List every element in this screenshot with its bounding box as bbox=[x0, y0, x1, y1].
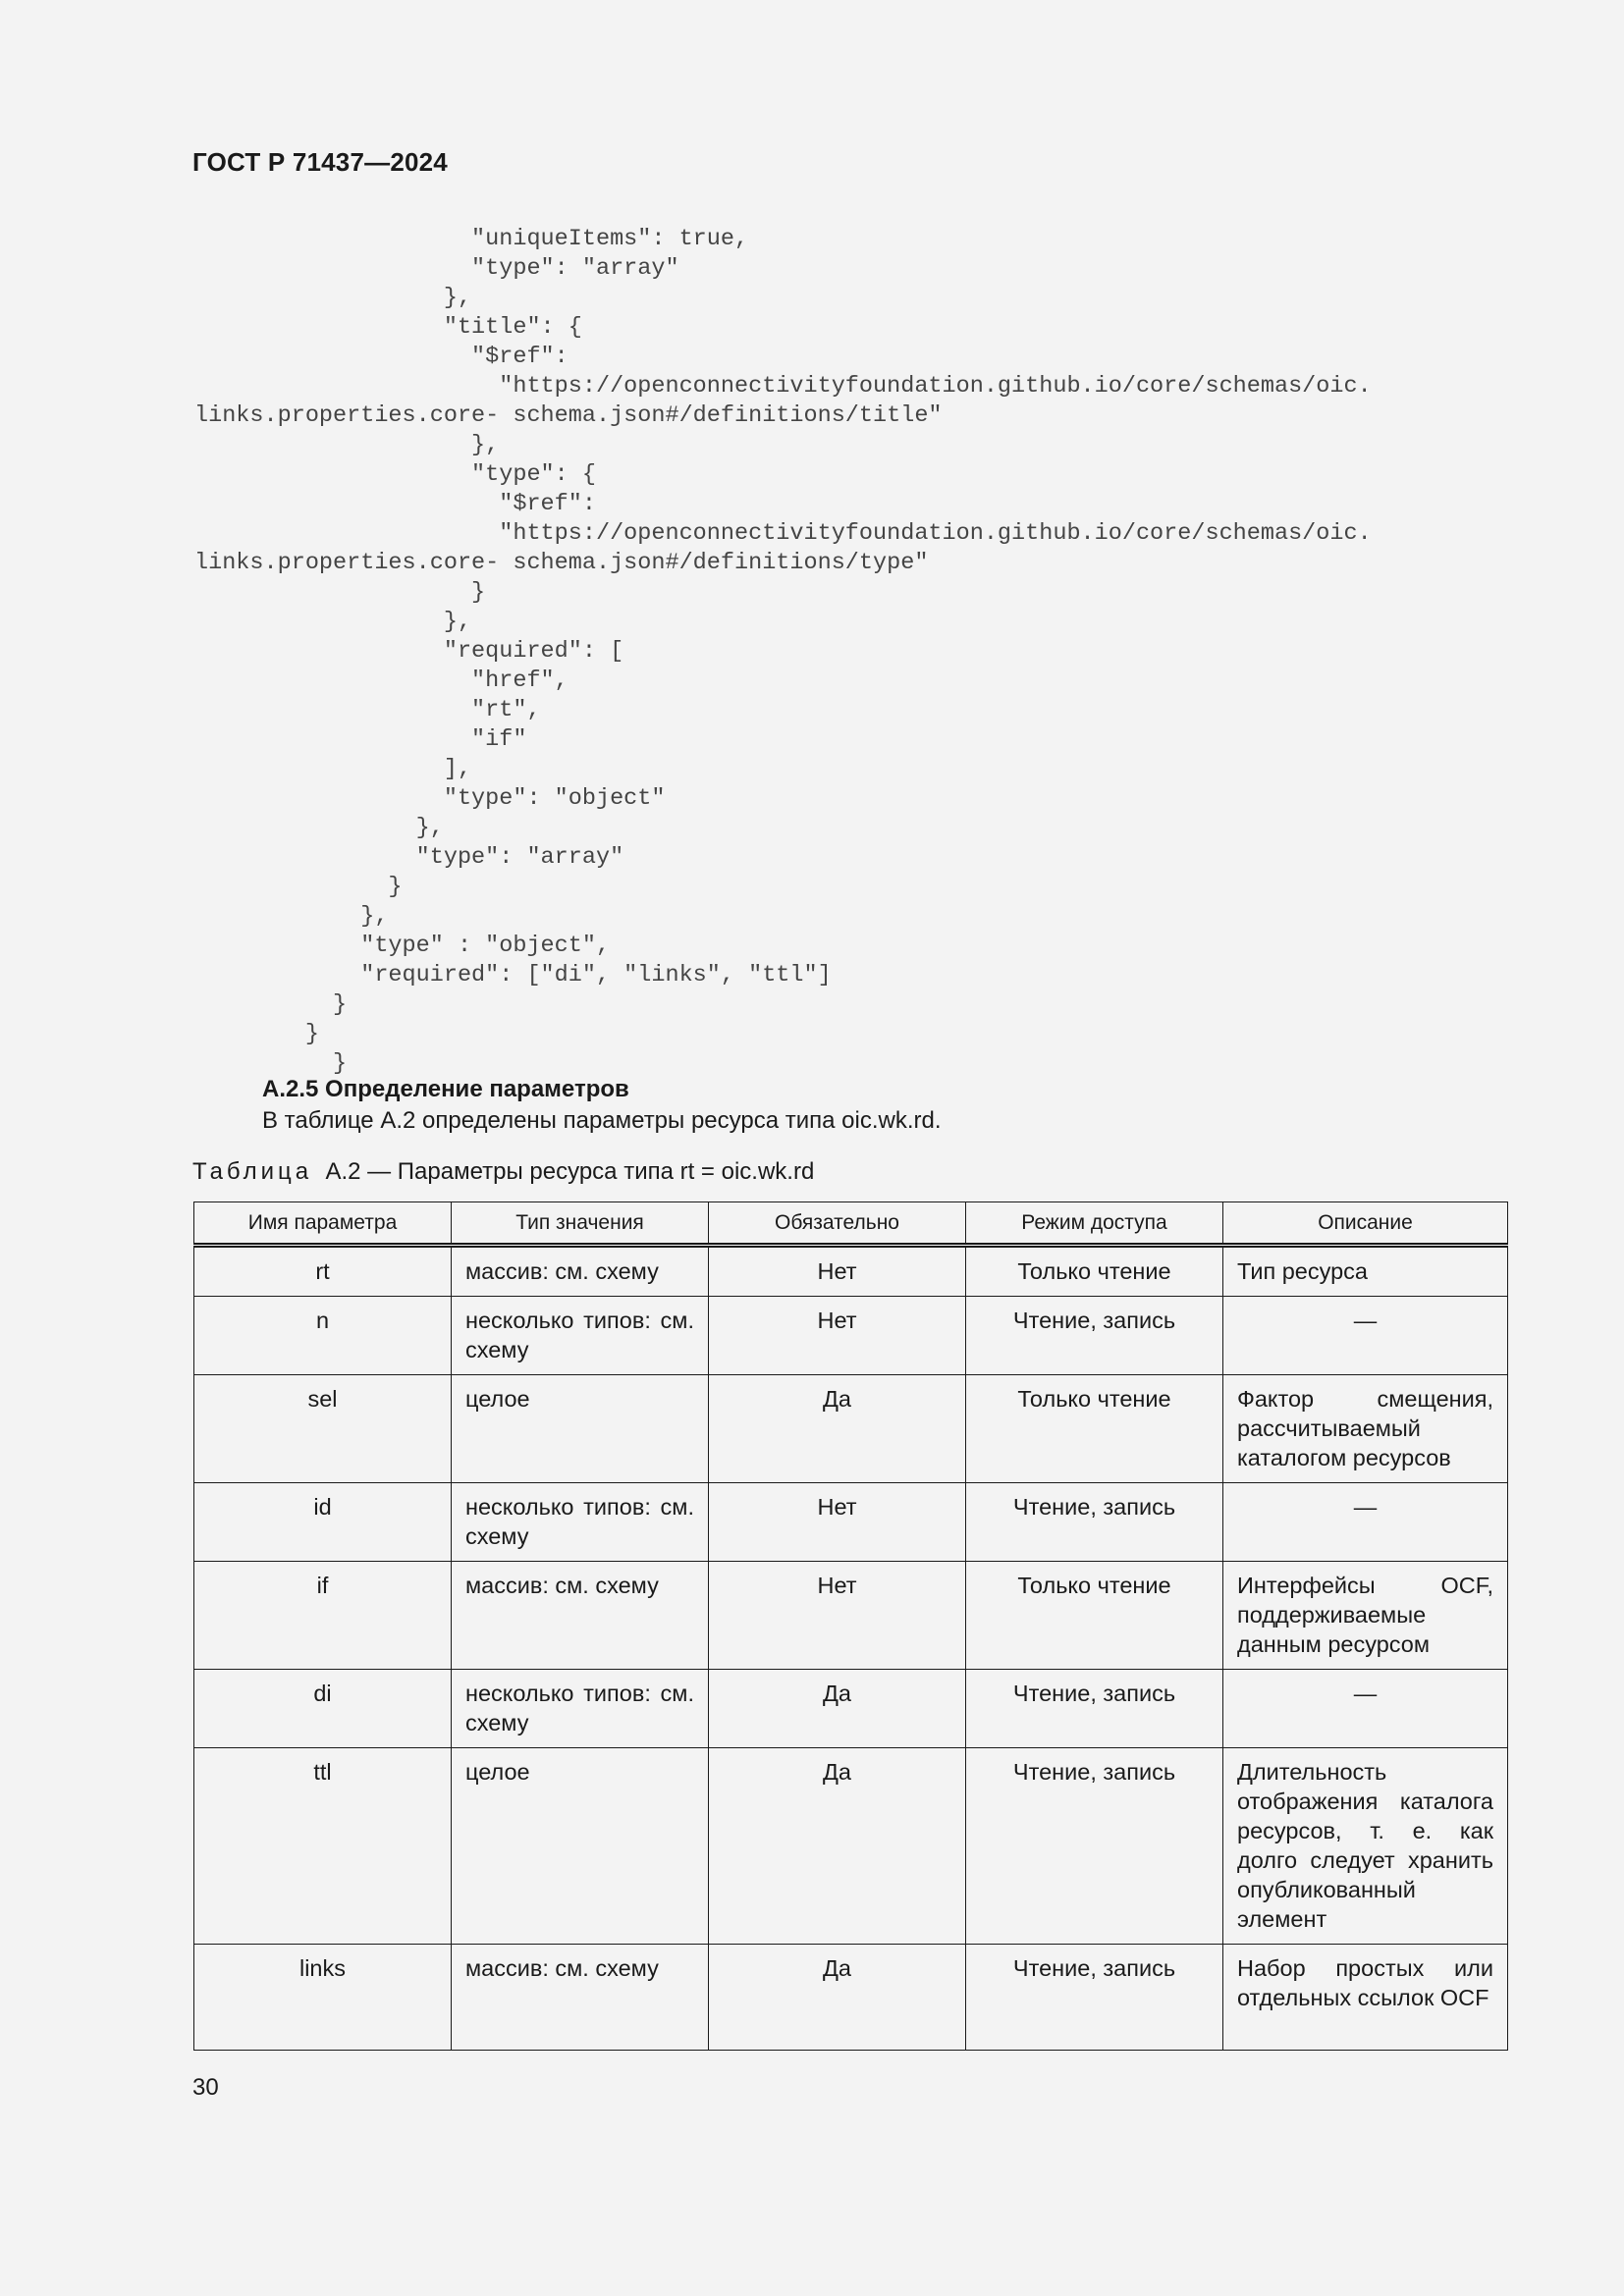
table-row bbox=[194, 1945, 1508, 2051]
code-line: }, bbox=[194, 609, 472, 635]
access-mode-cell: Чтение, запись bbox=[966, 1670, 1223, 1748]
description-cell: — bbox=[1223, 1670, 1508, 1748]
code-line: } bbox=[194, 579, 486, 606]
value-type-cell: массив: см. схему bbox=[452, 1945, 709, 2051]
code-line: "rt", bbox=[194, 697, 541, 723]
table-row bbox=[194, 1297, 1508, 1375]
description-cell: Длительность отображения каталога ресурсов, т. е. как долго следует хранить опубликованный элемент bbox=[1223, 1748, 1508, 1945]
json-schema-code-block bbox=[194, 225, 1372, 1079]
code-line: "type": "object" bbox=[194, 785, 666, 812]
code-line: "required": ["di", "links", "ttl"] bbox=[194, 962, 832, 988]
code-line: }, bbox=[194, 432, 500, 458]
required-cell: Да bbox=[709, 1375, 966, 1483]
description-cell: — bbox=[1223, 1483, 1508, 1562]
code-line: "required": [ bbox=[194, 638, 624, 665]
column-header: Тип значения bbox=[452, 1202, 709, 1246]
code-line: ], bbox=[194, 756, 472, 782]
table-row bbox=[194, 1246, 1508, 1297]
value-type-cell: целое bbox=[452, 1748, 709, 1945]
table-header-row bbox=[194, 1202, 1508, 1246]
required-cell: Нет bbox=[709, 1483, 966, 1562]
table-caption bbox=[192, 1158, 814, 1186]
parameter-name-cell: rt bbox=[194, 1246, 452, 1297]
table-row bbox=[194, 1375, 1508, 1483]
value-type-cell: массив: см. схему bbox=[452, 1246, 709, 1297]
page-number: 30 bbox=[192, 2074, 219, 2101]
parameter-name-cell: links bbox=[194, 1945, 452, 2051]
code-line: "if" bbox=[194, 726, 527, 753]
code-line: "type" : "object", bbox=[194, 933, 611, 959]
table-row bbox=[194, 1670, 1508, 1748]
table-caption-text: А.2 — Параметры ресурса типа rt = oic.wk.rd bbox=[312, 1158, 815, 1185]
column-header: Режим доступа bbox=[966, 1202, 1223, 1246]
table-row bbox=[194, 1562, 1508, 1670]
access-mode-cell: Чтение, запись bbox=[966, 1483, 1223, 1562]
document-header: ГОСТ Р 71437—2024 bbox=[192, 147, 448, 177]
table-body bbox=[194, 1246, 1508, 2051]
column-header: Описание bbox=[1223, 1202, 1508, 1246]
code-line: } bbox=[194, 1021, 319, 1047]
required-cell: Нет bbox=[709, 1297, 966, 1375]
column-header: Имя параметра bbox=[194, 1202, 452, 1246]
parameter-name-cell: di bbox=[194, 1670, 452, 1748]
code-line: "href", bbox=[194, 667, 568, 694]
value-type-cell: целое bbox=[452, 1375, 709, 1483]
access-mode-cell: Только чтение bbox=[966, 1246, 1223, 1297]
required-cell: Нет bbox=[709, 1562, 966, 1670]
code-line: links.properties.core- schema.json#/definitions/title" bbox=[194, 402, 943, 429]
code-line: "type": "array" bbox=[194, 255, 679, 282]
access-mode-cell: Чтение, запись bbox=[966, 1945, 1223, 2051]
required-cell: Нет bbox=[709, 1246, 966, 1297]
parameter-name-cell: sel bbox=[194, 1375, 452, 1483]
parameter-name-cell: n bbox=[194, 1297, 452, 1375]
description-cell: Тип ресурса bbox=[1223, 1246, 1508, 1297]
code-line: "$ref": bbox=[194, 491, 596, 517]
access-mode-cell: Только чтение bbox=[966, 1375, 1223, 1483]
code-line: }, bbox=[194, 903, 389, 930]
section-paragraph: В таблице А.2 определены параметры ресурса типа oic.wk.rd. bbox=[262, 1107, 942, 1134]
code-line: "https://openconnectivityfoundation.github.io/core/schemas/oic. bbox=[194, 373, 1372, 400]
value-type-cell: несколько типов: см. схему bbox=[452, 1483, 709, 1562]
code-line: "uniqueItems": true, bbox=[194, 226, 749, 252]
code-line: "type": "array" bbox=[194, 844, 624, 871]
code-line: "type": { bbox=[194, 461, 596, 488]
code-line: } bbox=[194, 991, 348, 1018]
access-mode-cell: Только чтение bbox=[966, 1562, 1223, 1670]
parameters-table bbox=[193, 1201, 1508, 2051]
code-line: "title": { bbox=[194, 314, 582, 341]
value-type-cell: несколько типов: см. схему bbox=[452, 1670, 709, 1748]
value-type-cell: массив: см. схему bbox=[452, 1562, 709, 1670]
description-cell: Набор простых или отдельных ссылок OCF bbox=[1223, 1945, 1508, 2051]
column-header: Обязательно bbox=[709, 1202, 966, 1246]
parameter-name-cell: if bbox=[194, 1562, 452, 1670]
table-row bbox=[194, 1483, 1508, 1562]
parameter-name-cell: ttl bbox=[194, 1748, 452, 1945]
required-cell: Да bbox=[709, 1748, 966, 1945]
table-row bbox=[194, 1748, 1508, 1945]
parameter-name-cell: id bbox=[194, 1483, 452, 1562]
description-cell: Фактор смещения, рассчитываемый каталогом ресурсов bbox=[1223, 1375, 1508, 1483]
access-mode-cell: Чтение, запись bbox=[966, 1297, 1223, 1375]
code-line: "https://openconnectivityfoundation.github.io/core/schemas/oic. bbox=[194, 520, 1372, 547]
code-line: } bbox=[194, 874, 403, 900]
code-line: } bbox=[194, 1050, 348, 1077]
access-mode-cell: Чтение, запись bbox=[966, 1748, 1223, 1945]
required-cell: Да bbox=[709, 1670, 966, 1748]
description-cell: — bbox=[1223, 1297, 1508, 1375]
required-cell: Да bbox=[709, 1945, 966, 2051]
value-type-cell: несколько типов: см. схему bbox=[452, 1297, 709, 1375]
code-line: }, bbox=[194, 815, 444, 841]
code-line: "$ref": bbox=[194, 344, 568, 370]
section-heading: А.2.5 Определение параметров bbox=[262, 1076, 629, 1102]
code-line: links.properties.core- schema.json#/definitions/type" bbox=[194, 550, 929, 576]
code-line: }, bbox=[194, 285, 472, 311]
table-caption-label: Таблица bbox=[192, 1158, 313, 1185]
description-cell: Интерфейсы OCF, поддерживаемые данным ресурсом bbox=[1223, 1562, 1508, 1670]
